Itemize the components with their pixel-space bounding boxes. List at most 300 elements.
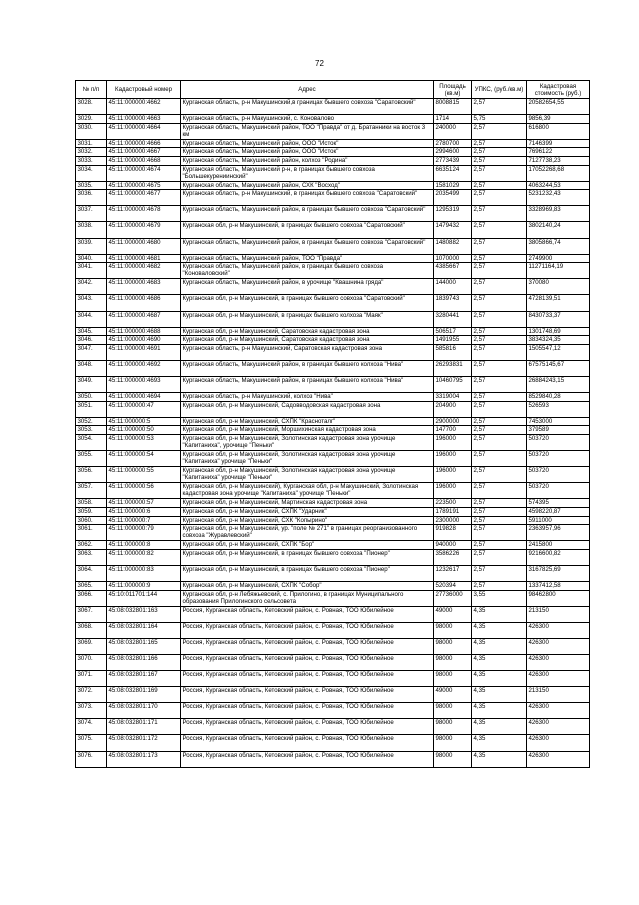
cadastral-value-cell: 213150 — [527, 606, 590, 622]
address-cell: Курганская обл, р-н Макушинский, Саратовская кадастровая зона — [181, 336, 434, 345]
table-row — [76, 654, 590, 670]
upks-cell: 4,35 — [472, 638, 527, 654]
cadastral-value-cell: 8430733,37 — [527, 311, 590, 327]
table-row — [76, 507, 590, 516]
cadastral-number-cell: 45:11:000000:4679 — [107, 222, 181, 238]
upks-cell: 4,35 — [472, 606, 527, 622]
table-row — [76, 590, 590, 606]
cadastral-value-cell: 1505547,12 — [527, 344, 590, 360]
cadastral-number-cell: 45:11:000000:4674 — [107, 165, 181, 181]
address-cell: Россия, Курганская область, Кетовский район, с. Ровная, ТОО Юбилейное — [181, 638, 434, 654]
cadastral-number-cell: 45:11:000000:4683 — [107, 279, 181, 295]
area-cell: 2773439 — [434, 156, 472, 165]
upks-cell: 2,57 — [472, 499, 527, 508]
address-cell: Курганская обл, р-н Макушинский, СХПК "Красноталг" — [181, 417, 434, 426]
cadastral-value-cell: 426300 — [527, 719, 590, 735]
area-cell: 98000 — [434, 671, 472, 687]
upks-cell: 2,57 — [472, 336, 527, 345]
area-cell: 147700 — [434, 426, 472, 435]
table-row — [76, 222, 590, 238]
cadastral-number-cell: 45:11:000000:9 — [107, 581, 181, 590]
cadastral-number-cell: 45:11:000000:47 — [107, 401, 181, 417]
row-index-cell: 3063. — [76, 549, 107, 565]
cadastral-value-cell: 213150 — [527, 687, 590, 703]
table-row — [76, 139, 590, 148]
row-index-cell: 3039. — [76, 238, 107, 254]
table-row — [76, 401, 590, 417]
row-index-cell: 3047. — [76, 344, 107, 360]
row-index-cell: 3053. — [76, 426, 107, 435]
area-cell: 1491955 — [434, 336, 472, 345]
cadastral-number-cell: 45:08:032801:171 — [107, 719, 181, 735]
row-index-cell: 3073. — [76, 703, 107, 719]
row-index-cell: 3058. — [76, 499, 107, 508]
address-cell: Курганская обл, р-н Макушинский, Моршихинская кадастровая зона — [181, 426, 434, 435]
cadastral-value-cell: 8529840,28 — [527, 393, 590, 402]
cadastral-number-cell: 45:08:032801:169 — [107, 687, 181, 703]
area-cell: 223500 — [434, 499, 472, 508]
table-row — [76, 279, 590, 295]
table-row — [76, 499, 590, 508]
upks-cell: 2,57 — [472, 451, 527, 467]
cadastral-number-cell: 45:08:032801:165 — [107, 638, 181, 654]
cadastral-value-cell: 3328969,83 — [527, 206, 590, 222]
area-cell: 8008815 — [434, 99, 472, 115]
table-row — [76, 451, 590, 467]
cadastral-value-cell: 7453000 — [527, 417, 590, 426]
row-index-cell: 3037. — [76, 206, 107, 222]
area-cell: 1070000 — [434, 254, 472, 263]
area-cell: 4385667 — [434, 263, 472, 279]
address-cell: Курганская область, Макушинский р-н, в границах бывшего совхоза "Большекурениинский" — [181, 165, 434, 181]
row-index-cell: 3060. — [76, 516, 107, 525]
cadastral-number-cell: 45:11:000000:4682 — [107, 263, 181, 279]
area-cell: 98000 — [434, 703, 472, 719]
table-row — [76, 206, 590, 222]
cadastral-number-cell: 45:11:000000:82 — [107, 549, 181, 565]
address-cell: Курганская обл, р-н Макушинский, в границах бывшего совхоза "Саратовский" — [181, 222, 434, 238]
address-cell: Курганская обл, р-н Макушинский, Золотинская кадастровая зона урочище "Капитаниха" урочище "Пеньки" — [181, 467, 434, 483]
row-index-cell: 3040. — [76, 254, 107, 263]
row-index-cell: 3070. — [76, 654, 107, 670]
cadastral-value-cell: 379589 — [527, 426, 590, 435]
cadastral-number-cell: 45:11:000000:4677 — [107, 190, 181, 206]
area-cell: 919828 — [434, 525, 472, 541]
area-cell: 98000 — [434, 719, 472, 735]
address-cell: Курганская область, р-н Макушинский, Саратовская кадастровая зона — [181, 344, 434, 360]
row-index-cell: 3034. — [76, 165, 107, 181]
cadastral-value-cell: 7127738,23 — [527, 156, 590, 165]
area-cell: 196000 — [434, 467, 472, 483]
cadastral-value-cell: 67575145,67 — [527, 360, 590, 376]
cadastral-value-cell: 2749900 — [527, 254, 590, 263]
table-row — [76, 115, 590, 124]
upks-cell: 2,57 — [472, 165, 527, 181]
cadastral-value-cell: 2415800 — [527, 541, 590, 550]
cadastral-value-cell: 4598220,87 — [527, 507, 590, 516]
cadastral-value-cell: 3834324,35 — [527, 336, 590, 345]
address-cell: Россия, Курганская область, Кетовский район, с. Ровная, ТОО Юбилейное — [181, 671, 434, 687]
cadastral-number-cell: 45:08:032801:164 — [107, 622, 181, 638]
area-cell: 506517 — [434, 327, 472, 336]
cadastral-number-cell: 45:11:000000:4667 — [107, 148, 181, 157]
address-cell: Курганская обл, р-н Макушинский, ур. "поле № 271" в границах реорганизованного совхоза "Журавлевский" — [181, 525, 434, 541]
table-row — [76, 156, 590, 165]
table-row — [76, 565, 590, 581]
cadastral-number-cell: 45:11:000000:56 — [107, 483, 181, 499]
table-row — [76, 735, 590, 751]
upks-cell: 2,57 — [472, 401, 527, 417]
table-row — [76, 434, 590, 450]
row-index-cell: 3048. — [76, 360, 107, 376]
cadastral-number-cell: 45:10:011701:144 — [107, 590, 181, 606]
row-index-cell: 3050. — [76, 393, 107, 402]
area-cell: 49000 — [434, 606, 472, 622]
cadastral-value-cell: 503720 — [527, 434, 590, 450]
row-index-cell: 3043. — [76, 295, 107, 311]
upks-cell: 2,57 — [472, 483, 527, 499]
cadastral-number-cell: 45:11:000000:4686 — [107, 295, 181, 311]
upks-cell: 2,57 — [472, 263, 527, 279]
row-index-cell: 3072. — [76, 687, 107, 703]
row-index-cell: 3062. — [76, 541, 107, 550]
table-row — [76, 622, 590, 638]
address-cell: Россия, Курганская область, Кетовский район, с. Ровная, ТОО Юбилейное — [181, 703, 434, 719]
cadastral-number-cell: 45:11:000000:4663 — [107, 115, 181, 124]
address-cell: Курганская область, Макушинский район, в границах бывшего совхоза "Коноваловский" — [181, 263, 434, 279]
area-cell: 204900 — [434, 401, 472, 417]
cadastral-number-cell: 45:11:000000:4693 — [107, 376, 181, 392]
cadastral-number-cell: 45:11:000000:53 — [107, 434, 181, 450]
cadastral-value-cell: 17052268,68 — [527, 165, 590, 181]
row-index-cell: 3046. — [76, 336, 107, 345]
row-index-cell: 3049. — [76, 376, 107, 392]
address-cell: Курганская область, Макушинский район, в урочище "Квашнина гряда" — [181, 279, 434, 295]
table-row — [76, 703, 590, 719]
row-index-cell: 3052. — [76, 417, 107, 426]
upks-cell: 2,57 — [472, 311, 527, 327]
row-index-cell: 3042. — [76, 279, 107, 295]
upks-cell: 2,57 — [472, 417, 527, 426]
upks-cell: 4,35 — [472, 703, 527, 719]
area-cell: 26293831 — [434, 360, 472, 376]
cadastral-value-cell: 426300 — [527, 622, 590, 638]
row-index-cell: 3054. — [76, 434, 107, 450]
table-row — [76, 327, 590, 336]
upks-cell: 2,57 — [472, 99, 527, 115]
row-index-cell: 3055. — [76, 451, 107, 467]
cadastral-number-cell: 45:11:000000:4690 — [107, 336, 181, 345]
address-cell: Россия, Курганская область, Кетовский район, с. Ровная, ТОО Юбилейное — [181, 654, 434, 670]
area-cell: 1479432 — [434, 222, 472, 238]
address-cell: Курганская область, Макушинский район, в границах бывшего колхоза "Нива" — [181, 360, 434, 376]
row-index-cell: 3066. — [76, 590, 107, 606]
table-row — [76, 123, 590, 139]
upks-cell: 2,57 — [472, 426, 527, 435]
table-row — [76, 687, 590, 703]
cadastral-value-cell: 20582654,55 — [527, 99, 590, 115]
cadastral-value-cell: 426300 — [527, 703, 590, 719]
table-row — [76, 516, 590, 525]
area-cell: 2035499 — [434, 190, 472, 206]
upks-cell: 2,57 — [472, 507, 527, 516]
cadastral-value-cell: 26884243,15 — [527, 376, 590, 392]
row-index-cell: 3074. — [76, 719, 107, 735]
table-row — [76, 751, 590, 767]
table-row — [76, 467, 590, 483]
cadastral-number-cell: 45:11:000000:4664 — [107, 123, 181, 139]
upks-cell: 4,35 — [472, 622, 527, 638]
table-row — [76, 99, 590, 115]
table-row — [76, 483, 590, 499]
cadastral-value-cell: 1301748,69 — [527, 327, 590, 336]
cadastral-number-cell: 45:11:000000:4694 — [107, 393, 181, 402]
table-row — [76, 360, 590, 376]
cadastral-number-cell: 45:11:000000:4680 — [107, 238, 181, 254]
address-cell: Курганская обл, р-н Лебяжьевский, с. Прилогино, в границах Муниципального образования Прилогинского сельсовета — [181, 590, 434, 606]
address-cell: Курганская область, Макушинский район, колхоз "Родина" — [181, 156, 434, 165]
upks-cell: 2,57 — [472, 467, 527, 483]
cadastral-number-cell: 45:11:000000:6 — [107, 507, 181, 516]
cadastral-number-cell: 45:08:032801:173 — [107, 751, 181, 767]
table-row — [76, 344, 590, 360]
cadastral-value-cell: 5911000 — [527, 516, 590, 525]
address-cell: Курганская обл, р-н Макушинский), Курганская обл, р-н Макушинский, Золотинская кадастровая зона урочище "Капитаниха" урочище "Пеньки" — [181, 483, 434, 499]
address-cell: Курганская область, Макушинский район, в границах бывшего совхоза "Саратовский" — [181, 206, 434, 222]
area-cell: 98000 — [434, 735, 472, 751]
row-index-cell: 3056. — [76, 467, 107, 483]
table-row — [76, 263, 590, 279]
table-row — [76, 606, 590, 622]
area-cell: 585816 — [434, 344, 472, 360]
row-index-cell: 3069. — [76, 638, 107, 654]
row-index-cell: 3032. — [76, 148, 107, 157]
upks-cell: 4,35 — [472, 719, 527, 735]
upks-cell: 4,35 — [472, 735, 527, 751]
address-cell: Россия, Курганская область, Кетовский район, с. Ровная, ТОО Юбилейное — [181, 719, 434, 735]
upks-cell: 2,57 — [472, 581, 527, 590]
area-cell: 1232617 — [434, 565, 472, 581]
address-cell: Россия, Курганская область, Кетовский район, с. Ровная, ТОО Юбилейное — [181, 606, 434, 622]
cadastral-number-cell: 45:08:032801:163 — [107, 606, 181, 622]
table-row — [76, 719, 590, 735]
address-cell: Курганская область, р-н Макушинский, с. Коновалово — [181, 115, 434, 124]
header-upks: УПКС, (руб./кв.м) — [472, 81, 527, 99]
address-cell: Курганская область, р-н Макушинский, колхоз "Нива" — [181, 393, 434, 402]
row-index-cell: 3030. — [76, 123, 107, 139]
area-cell: 1581029 — [434, 181, 472, 190]
address-cell: Россия, Курганская область, Кетовский район, с. Ровная, ТОО Юбилейное — [181, 751, 434, 767]
address-cell: Россия, Курганская область, Кетовский район, с. Ровная, ТОО Юбилейное — [181, 687, 434, 703]
cadastral-number-cell: 45:11:000000:4666 — [107, 139, 181, 148]
row-index-cell: 3071. — [76, 671, 107, 687]
area-cell: 940000 — [434, 541, 472, 550]
cadastral-value-cell: 4063244,53 — [527, 181, 590, 190]
upks-cell: 4,35 — [472, 671, 527, 687]
row-index-cell: 3059. — [76, 507, 107, 516]
upks-cell: 2,57 — [472, 541, 527, 550]
row-index-cell: 3035. — [76, 181, 107, 190]
header-address: Адрес — [181, 81, 434, 99]
address-cell: Курганская обл, р-н Макушинский, Золотинская кадастровая зона урочище "Капитаниха", урочище "Пеньки" — [181, 434, 434, 450]
area-cell: 98000 — [434, 751, 472, 767]
table-row — [76, 549, 590, 565]
cadastral-number-cell: 45:11:000000:50 — [107, 426, 181, 435]
cadastral-value-cell: 503720 — [527, 467, 590, 483]
area-cell: 2994600 — [434, 148, 472, 157]
upks-cell: 4,35 — [472, 654, 527, 670]
cadastral-number-cell: 45:11:000000:83 — [107, 565, 181, 581]
cadastral-value-cell: 9216600,82 — [527, 549, 590, 565]
address-cell: Курганская обл, р-н Макушинский, Золотинская кадастровая зона урочище "Капитаниха" урочище "Пеньки" — [181, 451, 434, 467]
upks-cell: 2,57 — [472, 434, 527, 450]
upks-cell: 2,57 — [472, 376, 527, 392]
address-cell: Курганская обл, р-н Макушинский, в границах бывшего совхоза "Пионер" — [181, 565, 434, 581]
cadastral-value-cell: 7696122 — [527, 148, 590, 157]
cadastral-value-cell: 426300 — [527, 751, 590, 767]
cadastral-table — [75, 80, 590, 768]
cadastral-value-cell: 526593 — [527, 401, 590, 417]
area-cell: 196000 — [434, 434, 472, 450]
upks-cell: 4,35 — [472, 751, 527, 767]
cadastral-value-cell: 616800 — [527, 123, 590, 139]
address-cell: Курганская обл, р-н Макушинский, СХПК "Собор" — [181, 581, 434, 590]
area-cell: 2900000 — [434, 417, 472, 426]
area-cell: 98000 — [434, 622, 472, 638]
header-area: Площадь (кв.м) — [434, 81, 472, 99]
header-cadastral-value: Кадастровая стоимость (руб.) — [527, 81, 590, 99]
table-row — [76, 393, 590, 402]
upks-cell: 2,57 — [472, 254, 527, 263]
address-cell: Курганская область, Макушинский район, ТОО "Правда" — [181, 254, 434, 263]
cadastral-number-cell: 45:08:032801:172 — [107, 735, 181, 751]
upks-cell: 2,57 — [472, 123, 527, 139]
area-cell: 144000 — [434, 279, 472, 295]
cadastral-value-cell: 98462800 — [527, 590, 590, 606]
address-cell: Курганская область, Макушинский район, в границах бывшего колхоза "Нива" — [181, 376, 434, 392]
row-index-cell: 3076. — [76, 751, 107, 767]
page-number: 72 — [315, 59, 324, 68]
header-cadastral-number: Кадастровый номер — [107, 81, 181, 99]
cadastral-number-cell: 45:08:032801:170 — [107, 703, 181, 719]
address-cell: Курганская обл, р-н Макушинский, Садовводовская кадастровая зона — [181, 401, 434, 417]
row-index-cell: 3036. — [76, 190, 107, 206]
cadastral-number-cell: 45:11:000000:4662 — [107, 99, 181, 115]
address-cell: Курганская обл, р-н Макушинский, СХК "Копырино" — [181, 516, 434, 525]
upks-cell: 2,57 — [472, 181, 527, 190]
row-index-cell: 3044. — [76, 311, 107, 327]
cadastral-value-cell: 7146399 — [527, 139, 590, 148]
area-cell: 3280441 — [434, 311, 472, 327]
cadastral-number-cell: 45:11:000000:4692 — [107, 360, 181, 376]
cadastral-number-cell: 45:11:000000:4675 — [107, 181, 181, 190]
table-row — [76, 671, 590, 687]
row-index-cell: 3038. — [76, 222, 107, 238]
table-row — [76, 426, 590, 435]
table-row — [76, 336, 590, 345]
area-cell: 27736000 — [434, 590, 472, 606]
area-cell: 1480882 — [434, 238, 472, 254]
area-cell: 6635124 — [434, 165, 472, 181]
upks-cell: 5,75 — [472, 115, 527, 124]
row-index-cell: 3057. — [76, 483, 107, 499]
upks-cell: 2,57 — [472, 360, 527, 376]
cadastral-value-cell: 4728139,51 — [527, 295, 590, 311]
address-cell: Курганская обл, р-н Макушинский, в границах бывшего совхоза "Пионер" — [181, 549, 434, 565]
address-cell: Курганская обл, р-н Макушинский, в границах бывшего совхоза "Саратовский" — [181, 295, 434, 311]
cadastral-value-cell: 3802140,24 — [527, 222, 590, 238]
table-row — [76, 417, 590, 426]
cadastral-number-cell: 45:11:000000:4668 — [107, 156, 181, 165]
upks-cell: 2,57 — [472, 156, 527, 165]
row-index-cell: 3031. — [76, 139, 107, 148]
area-cell: 98000 — [434, 654, 472, 670]
cadastral-value-cell: 9856,39 — [527, 115, 590, 124]
address-cell: Россия, Курганская область, Кетовский район, с. Ровная, ТОО Юбилейное — [181, 735, 434, 751]
cadastral-number-cell: 45:11:000000:5 — [107, 417, 181, 426]
area-cell: 3586226 — [434, 549, 472, 565]
cadastral-value-cell: 11271164,19 — [527, 263, 590, 279]
area-cell: 2300000 — [434, 516, 472, 525]
cadastral-value-cell: 3805866,74 — [527, 238, 590, 254]
row-index-cell: 3068. — [76, 622, 107, 638]
upks-cell: 2,57 — [472, 139, 527, 148]
cadastral-value-cell: 3167825,69 — [527, 565, 590, 581]
table-row — [76, 238, 590, 254]
row-index-cell: 3028. — [76, 99, 107, 115]
row-index-cell: 3033. — [76, 156, 107, 165]
cadastral-value-cell: 2363957,96 — [527, 525, 590, 541]
row-index-cell: 3065. — [76, 581, 107, 590]
row-index-cell: 3045. — [76, 327, 107, 336]
upks-cell: 2,57 — [472, 206, 527, 222]
area-cell: 1295319 — [434, 206, 472, 222]
table-row — [76, 541, 590, 550]
upks-cell: 2,57 — [472, 295, 527, 311]
area-cell: 3319004 — [434, 393, 472, 402]
header-index: № п/п — [76, 81, 107, 99]
address-cell: Россия, Курганская область, Кетовский район, с. Ровная, ТОО Юбилейное — [181, 622, 434, 638]
area-cell: 2780700 — [434, 139, 472, 148]
area-cell: 240000 — [434, 123, 472, 139]
table-row — [76, 148, 590, 157]
upks-cell: 3,55 — [472, 590, 527, 606]
cadastral-value-cell: 503720 — [527, 451, 590, 467]
area-cell: 520394 — [434, 581, 472, 590]
cadastral-value-cell: 426300 — [527, 735, 590, 751]
upks-cell: 2,57 — [472, 525, 527, 541]
cadastral-number-cell: 45:11:000000:7 — [107, 516, 181, 525]
address-cell: Курганская область, Макушинский район, ООО "Исток" — [181, 148, 434, 157]
row-index-cell: 3029. — [76, 115, 107, 124]
cadastral-number-cell: 45:11:000000:4681 — [107, 254, 181, 263]
area-cell: 1789191 — [434, 507, 472, 516]
address-cell: Курганская область, Макушинский район, в границах бывшего совхоза "Саратовский" — [181, 238, 434, 254]
table-row — [76, 190, 590, 206]
address-cell: Курганская область, Макушинский район, ООО "Исток" — [181, 139, 434, 148]
area-cell: 1714 — [434, 115, 472, 124]
table-row — [76, 165, 590, 181]
address-cell: Курганская область, р-н Макушинский,в границах бывшего совхоза "Саратовский" — [181, 99, 434, 115]
cadastral-value-cell: 426300 — [527, 638, 590, 654]
cadastral-number-cell: 45:11:000000:55 — [107, 467, 181, 483]
cadastral-number-cell: 45:08:032801:167 — [107, 671, 181, 687]
row-index-cell: 3051. — [76, 401, 107, 417]
table-row — [76, 295, 590, 311]
cadastral-number-cell: 45:08:032801:166 — [107, 654, 181, 670]
upks-cell: 2,57 — [472, 279, 527, 295]
table-row — [76, 581, 590, 590]
